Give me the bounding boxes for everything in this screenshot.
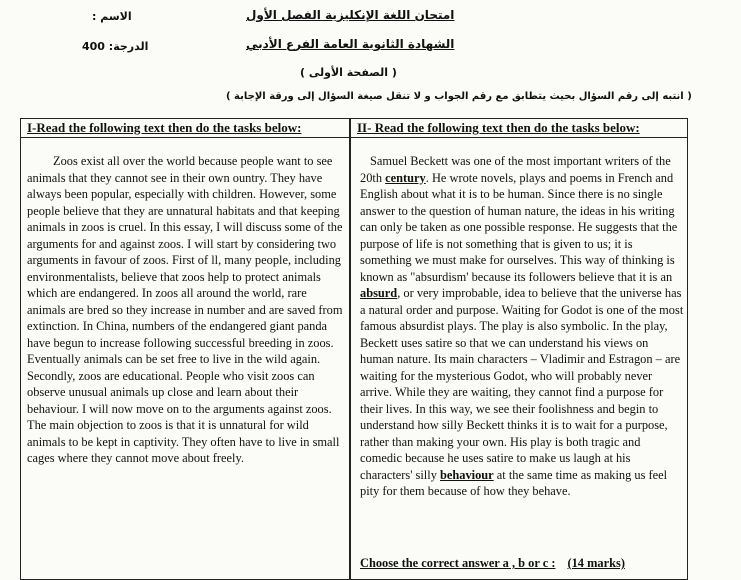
section-one-passage: Zoos exist all over the world because people want to see animals that they cannot see in their own ountry. They have always been popular, especially with children. However, some people believe that they are unnatural habitats and that keeping animals in zoos is cruel. In this essay, I will discuss some of the arguments for and against zoos. I will start by considering two arguments in favour of zoos. First of ll, many people, including environmentalists, believe that zoos help to protect animals which are endangered. In zoos all around the world, rare animals are bred so they increase in number and are saved from extinction. In China, numbers of the endangered giant panda have begun to increase following successful breeding in zoos. Eventually animals can be set free to live in the wild again. Secondly, zoos are educational. People who visit zoos can observe unusual animals up close and learn about their behaviour. I will now move on to the arguments against zoos. The main objection to zoos is that it is unnatural for wild animals to be kept in captivity. They often have to live in small cages where they cannot move about freely. <box>27 154 343 465</box>
task-instruction <box>360 556 625 571</box>
task-marks: (14 marks) <box>567 556 625 570</box>
passage-part: . He wrote novels, plays and poems in French and English about what it is to be human. Since there is no single answer to the question of human nature, the ideas in his writing can only be taken as one possible response. He suggests that the purpose of life is not something that is given to us; it is something we must make for ourselves. This way of thinking is known as "absurdism' because its followers believe that it is an <box>360 170 678 284</box>
section-one-title: I-Read the following text then do the tasks below: <box>21 119 349 138</box>
passage-part: at the same time as making us feel pity for them because of how they behave. <box>360 467 668 498</box>
passage-part: Samuel Beckett was one of the most important writers of the 20th <box>360 154 671 185</box>
passage-part: , or very improbable, idea to believe that the universe has a natural order and purpose. Waiting for Godot is one of the most famous absurdist plays. The play is also symbolic. In the play, Beckett uses satire so that we can understand his views on human nature. Its main characters – Vladimir and Estragon – are waiting for the mysterious Godot, who will probably never arrive. While they are waiting, they cannot find a purpose for their lives. In this way, we see their foolishness and begin to understand how silly Beckett thinks it is to wait for a purpose, rather than making your own. His play is both tragic and comedic because he uses satire to make us laugh at his characters' silly <box>360 286 684 482</box>
exam-title: امتحان اللغة الإنكليزية الفصل الأول <box>246 8 455 22</box>
section-two <box>350 118 688 580</box>
section-two-title: II- Read the following text then do the tasks below: <box>351 119 687 138</box>
section-one <box>20 118 350 580</box>
page-label: ( الصفحة الأولى ) <box>300 66 397 79</box>
section-two-passage <box>360 153 685 500</box>
task-text: Choose the correct answer a , b or c : <box>360 556 556 570</box>
exam-subtitle: الشهادة الثانوية العامة الفرع الأدبي <box>246 37 455 51</box>
keyword-century: century <box>385 170 426 185</box>
keyword-behaviour: behaviour <box>439 467 494 482</box>
name-label: الاسم : <box>92 10 132 23</box>
grade-label: الدرجة: 400 <box>82 40 149 53</box>
keyword-absurd: absurd <box>360 286 398 300</box>
instructions-note: ( انتبه إلى رقم السؤال بحيث يتطابق مع رقم الجواب و لا تنقل صيغة السؤال إلى ورقة الإجابة ) <box>226 91 692 102</box>
